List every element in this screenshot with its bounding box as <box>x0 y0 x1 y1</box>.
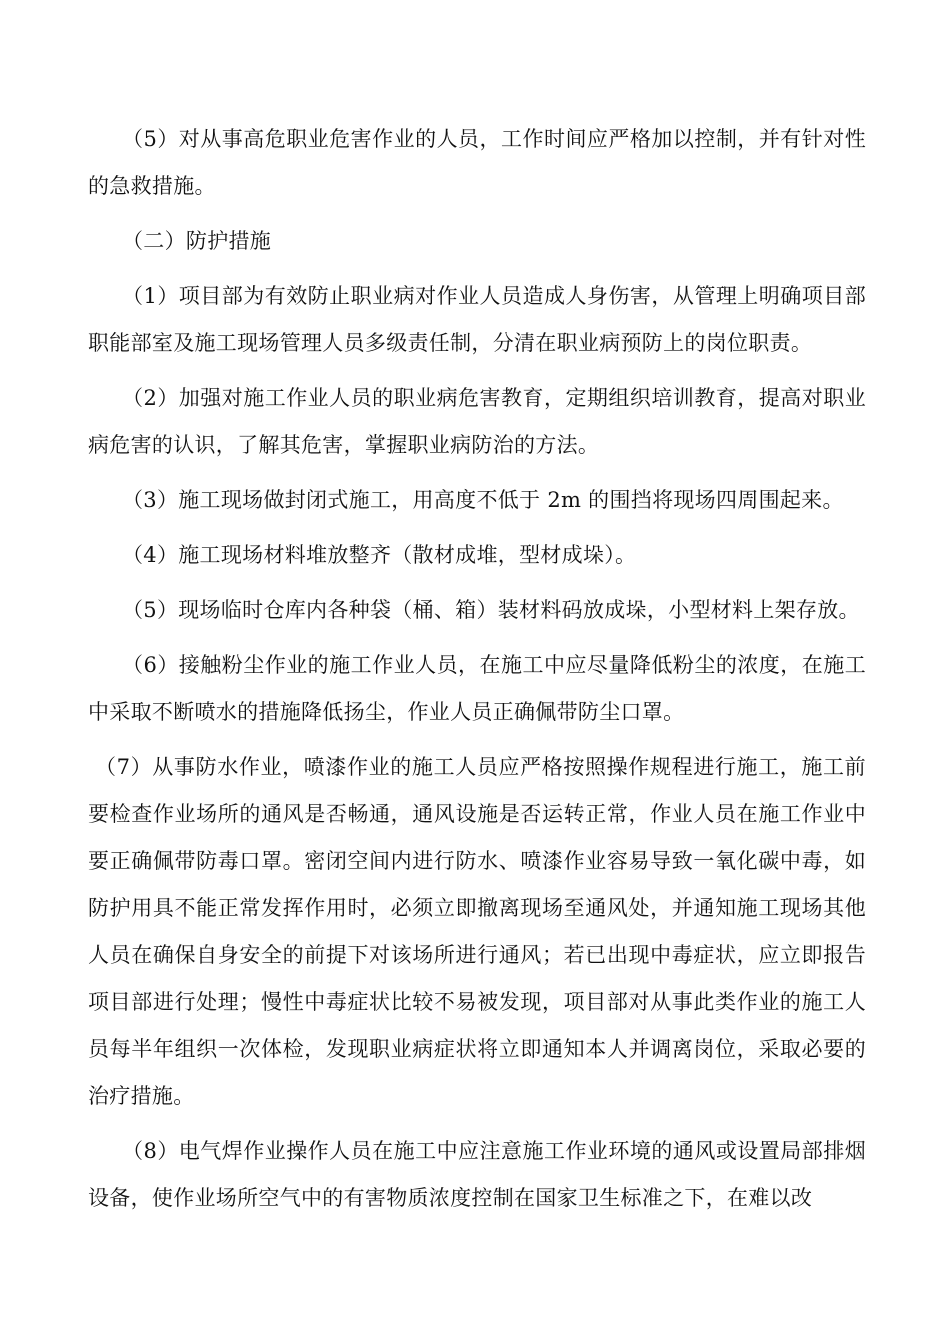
document-body <box>88 116 866 1230</box>
paragraph-item-3: （3）施工现场做封闭式施工，用高度不低于 2m 的围挡将现场四周围起来。 <box>122 488 844 512</box>
paragraph-item-5: （5）现场临时仓库内各种袋（桶、箱）装材料码放成垛，小型材料上架存放。 <box>122 598 860 622</box>
section-heading-protective-measures: （二）防护措施 <box>122 229 272 253</box>
paragraph-item-7: （7）从事防水作业，喷漆作业的施工人员应严格按照操作规程进行施工，施工前要检查作业场所的通风是否畅通，通风设施是否运转正常，作业人员在施工作业中要正确佩带防毒口罩。密闭空间内进行防水、喷漆作业容易导致一氧化碳中毒，如防护用具不能正常发挥作用时，必须立即撤离现场至通风处，并通知施工现场其他人员在确保自身安全的前提下对该场所进行通风；若已出现中毒症状，应立即报告项目部进行处理；慢性中毒症状比较不易被发现，项目部对从事此类作业的施工人员每半年组织一次体检，发现职业病症状将立即通知本人并调离岗位，采取必要的治疗措施。 <box>88 755 866 1108</box>
paragraph-item-5-control: （5）对从事高危职业危害作业的人员，工作时间应严格加以控制，并有针对性的急救措施。 <box>88 127 866 198</box>
paragraph-item-2: （2）加强对施工作业人员的职业病危害教育，定期组织培训教育，提高对职业病危害的认识，了解其危害，掌握职业病防治的方法。 <box>88 386 866 457</box>
paragraph-item-8: （8）电气焊作业操作人员在施工中应注意施工作业环境的通风或设置局部排烟设备，使作业场所空气中的有害物质浓度控制在国家卫生标准之下，在难以改 <box>88 1139 866 1210</box>
paragraph-item-4: （4）施工现场材料堆放整齐（散材成堆，型材成垛）。 <box>122 543 637 567</box>
paragraph-item-1: （1）项目部为有效防止职业病对作业人员造成人身伤害，从管理上明确项目部职能部室及施工现场管理人员多级责任制，分清在职业病预防上的岗位职责。 <box>88 284 866 355</box>
paragraph-item-6: （6）接触粉尘作业的施工作业人员，在施工中应尽量降低粉尘的浓度，在施工中采取不断喷水的措施降低扬尘，作业人员正确佩带防尘口罩。 <box>88 653 866 724</box>
